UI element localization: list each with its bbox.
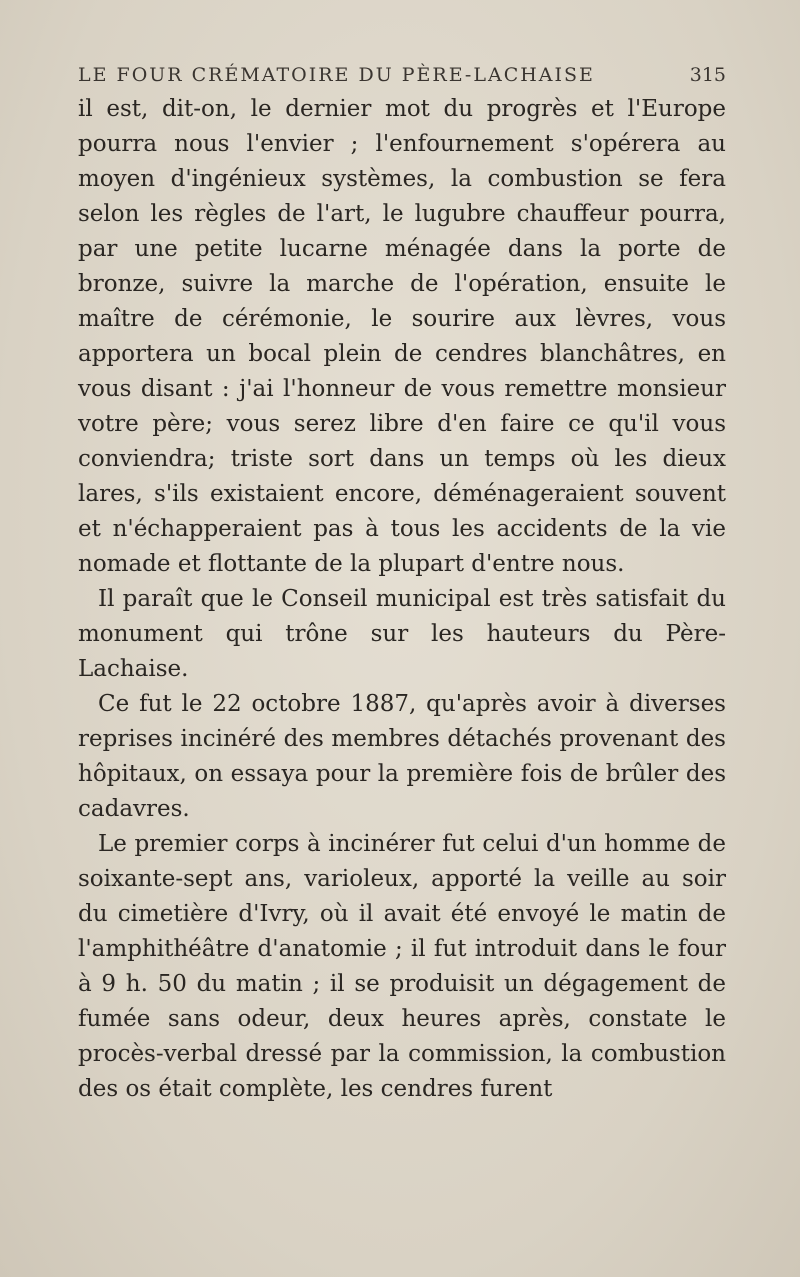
- page-number: 315: [689, 64, 726, 86]
- paragraph-conseil-municipal: Il paraît que le Conseil municipal est très satisfait du monument qui trône sur les hauteurs du Père-Lachaise.: [78, 586, 726, 682]
- paragraph-continuation: il est, dit-on, le dernier mot du progrès et l'Europe pourra nous l'envier ; l'enfournement s'opérera au moyen d'ingénieux systèmes, la combustion se fera selon les règles de l'art, le lugubre chauffeur pourra, par une petite lucarne ménagée dans la porte de bronze, suivre la marche de l'opération, ensuite le maître de cérémonie, le sourire aux lèvres, vous apportera un bocal plein de cendres blanchâtres, en vous disant : j'ai l'honneur de vous remettre monsieur votre père; vous serez libre d'en faire ce qu'il vous conviendra; triste sort dans un temps où les dieux lares, s'ils existaient encore, déménageraient souvent et n'échapperaient pas à tous les accidents de la vie nomade et flottante de la plupart d'entre nous.: [78, 96, 726, 577]
- paragraph-first-body: Le premier corps à incinérer fut celui d'un homme de soixante-sept ans, varioleux, apporté la veille au soir du cimetière d'Ivry, où il avait été envoyé le matin de l'amphithéâtre d'anatomie ; il fut introduit dans le four à 9 h. 50 du matin ; il se produisit un dégagement de fumée sans odeur, deux heures après, constate le procès-verbal dressé par la commission, la combustion des os était complète, les cendres furent: [78, 831, 726, 1102]
- paragraph-first-cremation-date: Ce fut le 22 octobre 1887, qu'après avoir à diverses reprises incinéré des membres détachés provenant des hôpitaux, on essaya pour la première fois de brûler des cadavres.: [78, 691, 726, 822]
- body-text: [78, 92, 726, 1107]
- running-head: [78, 64, 726, 86]
- running-title: LE FOUR CRÉMATOIRE DU PÈRE-LACHAISE: [78, 64, 595, 86]
